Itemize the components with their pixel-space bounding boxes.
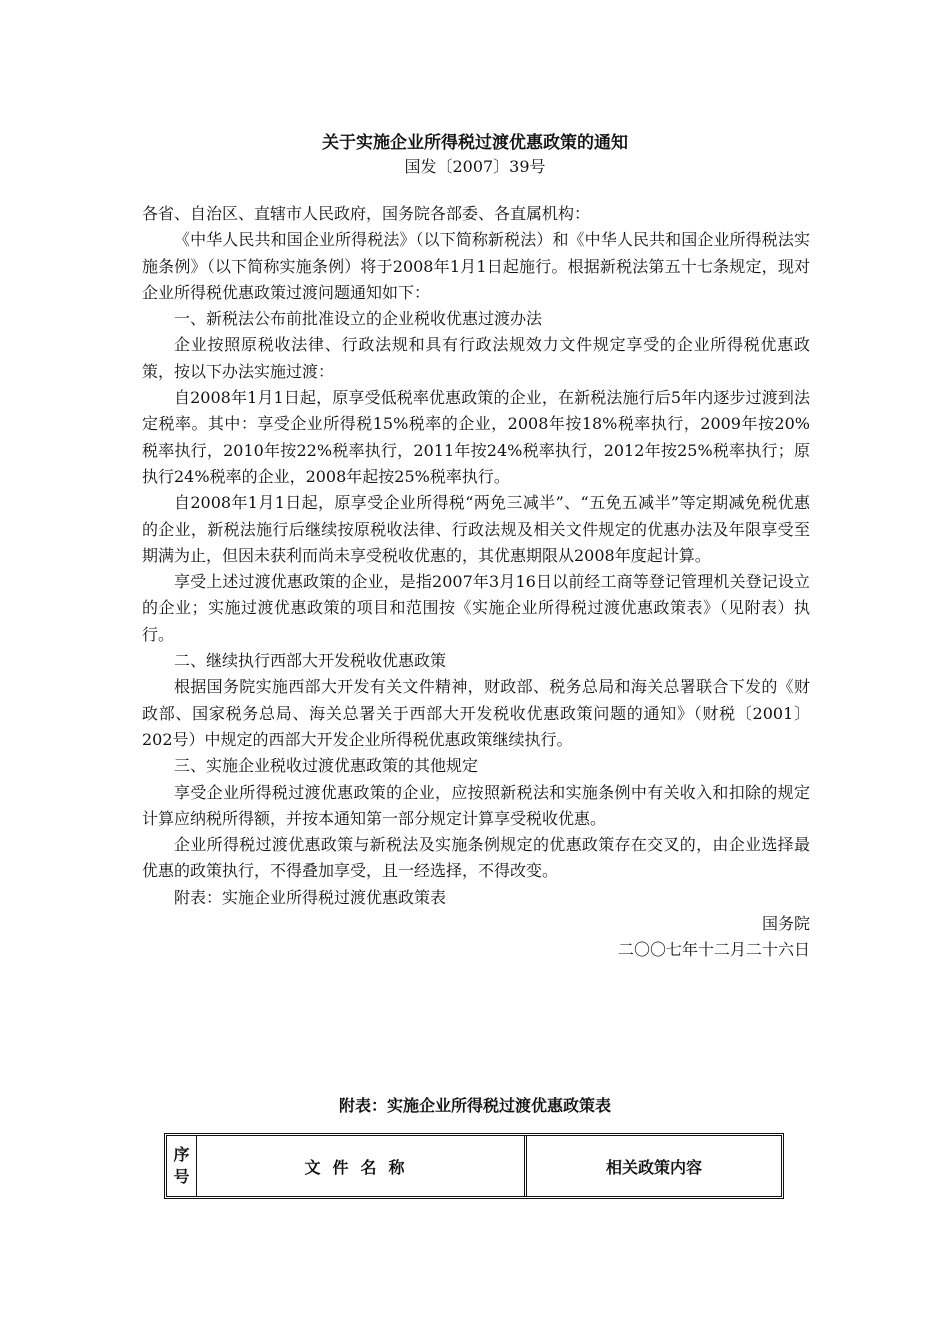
- paragraph: 享受上述过渡优惠政策的企业，是指2007年3月16日以前经工商等登记管理机关登记设立的企业；实施过渡优惠政策的项目和范围按《实施企业所得税过渡优惠政策表》（见附表）执行。: [142, 572, 810, 644]
- signature: 国务院: [761, 914, 810, 934]
- column-header-index: 序号: [167, 1136, 197, 1196]
- annex-title: 附表：实施企业所得税过渡优惠政策表: [338, 1096, 611, 1115]
- attachment-note: 附表：实施企业所得税过渡优惠政策表: [174, 887, 447, 907]
- document-body: [142, 201, 810, 964]
- paragraph: 自2008年1月1日起，原享受低税率优惠政策的企业，在新税法施行后5年内逐步过渡到法定税率。其中：享受企业所得税15%税率的企业，2008年按18%税率执行，2009年按20%税率执行，2010年按22%税率执行，2011年按24%税率执行，2012年按25%税率执行；原执行24%税率的企业，2008年起按25%税率执行。: [142, 388, 810, 486]
- section-heading-3: 三、实施企业税收过渡优惠政策的其他规定: [174, 756, 479, 776]
- column-header-file-name: 文件名称: [197, 1136, 527, 1196]
- paragraph: 企业按照原税收法律、行政法规和具有行政法规效力文件规定享受的企业所得税优惠政策，按以下办法实施过渡：: [142, 335, 810, 381]
- document-title: 关于实施企业所得税过渡优惠政策的通知: [322, 133, 628, 153]
- annex-table-header: [164, 1133, 784, 1199]
- document-number: 国发〔2007〕39号: [404, 157, 546, 176]
- paragraph: 企业所得税过渡优惠政策与新税法及实施条例规定的优惠政策存在交叉的，由企业选择最优惠的政策执行，不得叠加享受，且一经选择，不得改变。: [142, 835, 810, 881]
- signature-date: 二〇〇七年十二月二十六日: [617, 940, 810, 960]
- section-heading-1: 一、新税法公布前批准设立的企业税收优惠过渡办法: [174, 309, 543, 329]
- section-heading-2: 二、继续执行西部大开发税收优惠政策: [174, 651, 447, 671]
- paragraph: 根据国务院实施西部大开发有关文件精神，财政部、税务总局和海关总署联合下发的《财政部、国家税务总局、海关总署关于西部大开发税收优惠政策问题的通知》（财税〔2001〕202号）中规定的西部大开发企业所得税优惠政策继续执行。: [142, 677, 810, 749]
- paragraph-intro: 《中华人民共和国企业所得税法》（以下简称新税法）和《中华人民共和国企业所得税法实施条例》（以下简称实施条例）将于2008年1月1日起施行。根据新税法第五十七条规定，现对企业所得税优惠政策过渡问题通知如下：: [142, 230, 810, 302]
- paragraph: 自2008年1月1日起，原享受企业所得税“两免三减半”、“五免五减半”等定期减免税优惠的企业，新税法施行后继续按原税收法律、行政法规及相关文件规定的优惠办法及年限享受至期满为止，但因未获利而尚未享受税收优惠的，其优惠期限从2008年度起计算。: [142, 493, 810, 565]
- column-header-policy-content: 相关政策内容: [605, 1157, 702, 1177]
- paragraph: 享受企业所得税过渡优惠政策的企业，应按照新税法和实施条例中有关收入和扣除的规定计算应纳税所得额，并按本通知第一部分规定计算享受税收优惠。: [142, 782, 810, 828]
- salutation: 各省、自治区、直辖市人民政府，国务院各部委、各直属机构：: [142, 204, 591, 223]
